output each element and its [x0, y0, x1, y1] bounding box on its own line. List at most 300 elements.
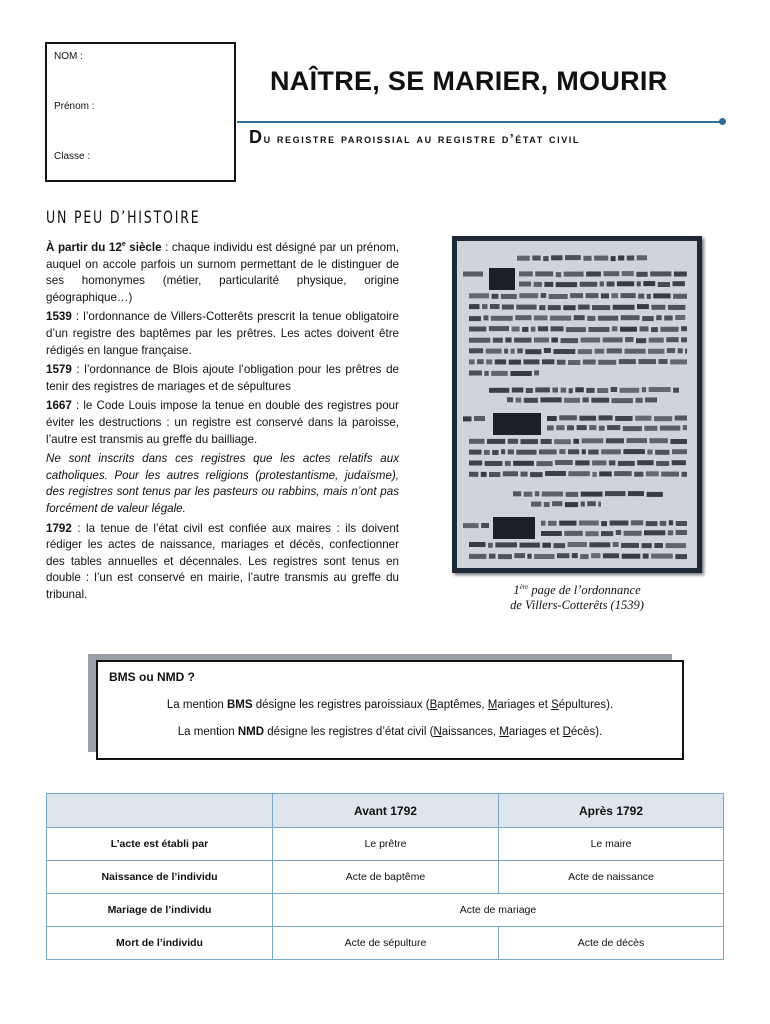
- row-header-cell: L’acte est établi par: [47, 828, 273, 861]
- scan-text-stroke: [523, 359, 539, 364]
- scan-text-stroke: [490, 304, 500, 309]
- scan-text-stroke: [568, 542, 587, 547]
- scan-text-stroke: [543, 256, 548, 261]
- scan-text-stroke: [622, 271, 634, 276]
- scan-text-stroke: [647, 492, 663, 497]
- scan-text-stroke: [624, 531, 642, 536]
- scan-text-stroke: [628, 491, 644, 496]
- scan-text-stroke: [606, 438, 624, 443]
- scan-text-stroke: [517, 348, 523, 353]
- scan-text-stroke: [556, 425, 564, 430]
- history-paragraph: 1579 : l’ordonnance de Blois ajoute l’obligation pour les prêtres de tenir des registres de mariages et de sépultures: [46, 363, 399, 393]
- scan-text-stroke: [655, 450, 669, 455]
- scan-text-stroke: [607, 425, 620, 430]
- scan-text-stroke: [586, 293, 599, 298]
- scan-text-stroke: [565, 502, 578, 507]
- scan-text-stroke: [640, 326, 649, 331]
- scan-initial-letter: [493, 413, 541, 435]
- scan-text-stroke: [616, 530, 621, 535]
- scan-text-stroke: [557, 553, 569, 558]
- table-header-cell: [47, 794, 273, 828]
- scan-text-stroke: [607, 282, 615, 287]
- scan-text-stroke: [603, 337, 623, 342]
- scan-text-stroke: [492, 450, 498, 455]
- scan-text-stroke: [541, 439, 552, 444]
- scan-text-stroke: [651, 554, 673, 559]
- scan-text-stroke: [611, 387, 617, 392]
- title-divider: [237, 121, 722, 123]
- classe-label: Classe :: [54, 151, 91, 162]
- scan-text-stroke: [469, 542, 486, 547]
- scan-text-stroke: [591, 398, 609, 403]
- scan-text-stroke: [469, 472, 478, 477]
- scan-text-stroke: [664, 316, 673, 321]
- scan-text-stroke: [683, 425, 687, 430]
- scan-text-stroke: [647, 294, 651, 299]
- scan-text-stroke: [512, 327, 520, 332]
- scan-text-stroke: [520, 543, 540, 548]
- scan-text-stroke: [512, 388, 524, 393]
- scan-text-stroke: [666, 543, 687, 548]
- table-header-cell: Avant 1792: [273, 794, 499, 828]
- scan-text-stroke: [570, 293, 583, 298]
- scan-text-stroke: [666, 337, 678, 342]
- scan-text-stroke: [649, 387, 671, 392]
- scan-text-stroke: [481, 523, 489, 528]
- scan-text-stroke: [474, 416, 485, 421]
- scan-text-stroke: [670, 439, 687, 444]
- scan-text-stroke: [492, 294, 499, 299]
- nom-label: NOM :: [54, 51, 83, 62]
- scan-text-stroke: [524, 492, 533, 497]
- scan-text-stroke: [621, 315, 640, 320]
- history-paragraph: 1539 : l’ordonnance de Villers-Cotterêts prescrit la tenue obligatoire d’un registre des baptêmes par les prêtres. Les actes doivent être rédigés en langue française.: [46, 310, 399, 357]
- scan-text-stroke: [469, 338, 490, 343]
- table-cell-merged: Acte de mariage: [273, 894, 724, 927]
- scan-text-stroke: [527, 554, 531, 559]
- scan-text-stroke: [469, 304, 480, 309]
- scan-text-stroke: [598, 316, 618, 321]
- scan-text-stroke: [559, 521, 576, 526]
- scan-text-stroke: [484, 315, 489, 320]
- scan-text-stroke: [508, 449, 514, 454]
- scan-text-stroke: [637, 255, 647, 260]
- scan-text-stroke: [551, 255, 562, 260]
- page-subtitle: Du registre paroissial au registre d’état civil: [249, 127, 581, 147]
- scan-text-stroke: [586, 272, 601, 277]
- scan-text-stroke: [545, 471, 566, 476]
- scan-text-stroke: [498, 554, 512, 559]
- scan-text-stroke: [484, 450, 490, 455]
- scan-text-stroke: [654, 543, 663, 548]
- scan-text-stroke: [550, 316, 571, 321]
- scan-text-stroke: [583, 360, 596, 365]
- scan-text-stroke: [491, 316, 513, 321]
- scan-text-stroke: [642, 543, 652, 548]
- scan-text-stroke: [564, 398, 580, 403]
- scan-text-stroke: [551, 338, 558, 343]
- scan-text-stroke: [547, 416, 557, 421]
- scan-text-stroke: [589, 542, 610, 547]
- scan-text-stroke: [644, 530, 665, 535]
- scan-text-stroke: [618, 256, 624, 261]
- scan-initial-letter: [489, 268, 515, 290]
- scan-text-stroke: [575, 460, 589, 465]
- scan-text-stroke: [583, 397, 589, 402]
- scan-text-stroke: [534, 338, 549, 343]
- scan-text-stroke: [554, 439, 571, 444]
- scan-text-stroke: [469, 293, 489, 298]
- scan-text-stroke: [648, 349, 664, 354]
- scan-text-stroke: [525, 349, 541, 354]
- scan-text-stroke: [674, 272, 687, 277]
- scan-text-stroke: [656, 315, 662, 320]
- scan-text-stroke: [582, 438, 604, 443]
- scan-text-stroke: [642, 387, 646, 392]
- scan-text-stroke: [469, 316, 481, 321]
- table-cell: Acte de baptême: [273, 861, 499, 894]
- scan-initial-letter: [493, 517, 535, 539]
- scan-text-stroke: [659, 359, 668, 364]
- scan-text-stroke: [611, 256, 616, 261]
- bms-line: La mention BMS désigne les registres paroissiaux (Baptêmes, Mariages et Sépultures).: [166, 699, 614, 711]
- scan-text-stroke: [587, 316, 595, 321]
- scan-text-stroke: [620, 388, 640, 393]
- scan-text-stroke: [469, 439, 485, 444]
- scan-text-stroke: [578, 349, 592, 354]
- scan-text-stroke: [534, 370, 539, 375]
- scan-text-stroke: [568, 360, 580, 365]
- scan-text-stroke: [619, 359, 636, 364]
- scan-text-stroke: [650, 271, 671, 276]
- scan-text-stroke: [508, 439, 518, 444]
- scan-text-stroke: [559, 415, 577, 420]
- scan-text-stroke: [514, 553, 525, 558]
- scan-text-stroke: [617, 281, 634, 286]
- scan-text-stroke: [673, 294, 687, 299]
- scan-text-stroke: [592, 460, 606, 465]
- scan-text-stroke: [566, 327, 586, 332]
- divider-dot: [719, 118, 726, 125]
- scan-text-stroke: [535, 387, 550, 392]
- table-cell: Le maire: [499, 828, 724, 861]
- scan-text-stroke: [532, 256, 540, 261]
- scan-text-stroke: [504, 349, 508, 354]
- scan-text-stroke: [534, 315, 548, 320]
- scan-text-stroke: [675, 554, 687, 559]
- scan-text-stroke: [635, 416, 651, 421]
- scan-text-stroke: [647, 450, 652, 455]
- scan-text-stroke: [605, 491, 626, 496]
- scan-text-stroke: [601, 521, 607, 526]
- scan-text-stroke: [516, 398, 522, 403]
- scan-text-stroke: [672, 449, 687, 454]
- scan-text-stroke: [535, 491, 540, 496]
- table-cell: Acte de naissance: [499, 861, 724, 894]
- scan-text-stroke: [646, 471, 659, 476]
- scan-text-stroke: [595, 349, 605, 354]
- scan-text-stroke: [587, 501, 596, 506]
- scan-text-stroke: [516, 305, 536, 310]
- scan-text-stroke: [463, 523, 479, 528]
- scan-text-stroke: [668, 305, 686, 310]
- scan-text-stroke: [661, 472, 679, 477]
- scan-text-stroke: [578, 305, 590, 310]
- scan-text-stroke: [561, 388, 567, 393]
- scan-text-stroke: [673, 281, 685, 286]
- scan-text-stroke: [547, 425, 554, 430]
- scan-text-stroke: [463, 272, 483, 277]
- history-note: Ne sont inscrits dans ces registres que les actes relatifs aux catholiques. Pour les autres religions (protestantisme, judaïsme), des registres sont tenus par les pasteurs ou rabbins, mais n’ont pas forcément de valeur légale.: [46, 452, 399, 515]
- scan-text-stroke: [592, 472, 596, 477]
- scan-text-stroke: [519, 271, 533, 276]
- scan-text-stroke: [613, 305, 635, 310]
- scan-text-stroke: [660, 521, 667, 526]
- scan-text-stroke: [516, 450, 536, 455]
- scan-text-stroke: [539, 305, 545, 310]
- scan-text-stroke: [612, 398, 633, 403]
- scan-text-stroke: [565, 255, 581, 260]
- scan-text-stroke: [493, 338, 503, 343]
- scan-text-stroke: [531, 327, 536, 332]
- scan-text-stroke: [505, 338, 511, 343]
- scan-text-stroke: [511, 349, 515, 354]
- scan-text-stroke: [491, 371, 508, 376]
- history-paragraph: À partir du 12e siècle : chaque individu est désigné par un prénom, auquel on accole parfois un surnom permettant de le distinguer de ses homonymes (métier, particularité physique, origine géographique…): [46, 241, 399, 304]
- scan-text-stroke: [469, 450, 482, 455]
- scan-text-stroke: [488, 543, 493, 548]
- scan-text-stroke: [658, 282, 670, 287]
- scan-text-stroke: [526, 388, 533, 393]
- scan-text-stroke: [463, 416, 472, 421]
- table-row: [47, 861, 724, 894]
- scan-text-stroke: [625, 337, 633, 342]
- scan-text-stroke: [660, 327, 678, 332]
- scan-text-stroke: [656, 461, 669, 466]
- scan-text-stroke: [636, 272, 647, 277]
- scan-text-stroke: [583, 256, 591, 261]
- scan-text-stroke: [568, 471, 590, 476]
- page-title: NAÎTRE, SE MARIER, MOURIR: [270, 66, 668, 96]
- scan-text-stroke: [646, 521, 658, 526]
- scan-text-stroke: [670, 359, 687, 364]
- scan-text-stroke: [675, 416, 687, 421]
- scan-text-stroke: [536, 461, 552, 466]
- scan-text-stroke: [553, 543, 565, 548]
- scan-text-stroke: [569, 388, 573, 393]
- scan-text-stroke: [681, 337, 687, 342]
- scan-text-stroke: [566, 492, 579, 497]
- scan-text-stroke: [637, 281, 641, 286]
- scan-text-stroke: [564, 272, 584, 277]
- scan-text-stroke: [575, 387, 584, 392]
- scan-text-stroke: [607, 348, 622, 353]
- scan-text-stroke: [469, 359, 475, 364]
- scan-text-stroke: [676, 530, 687, 535]
- table-header-row: [47, 794, 724, 828]
- scan-text-stroke: [598, 360, 616, 365]
- scan-text-stroke: [564, 531, 583, 536]
- scan-text-stroke: [651, 327, 658, 332]
- ordinance-scan-image: [452, 236, 702, 573]
- scan-text-stroke: [517, 256, 530, 261]
- scan-text-stroke: [522, 327, 528, 332]
- scan-text-stroke: [669, 520, 673, 525]
- scan-text-stroke: [592, 305, 610, 310]
- scan-text-stroke: [567, 425, 574, 430]
- scan-text-stroke: [503, 471, 518, 476]
- table-row: [47, 894, 724, 927]
- scan-text-stroke: [581, 502, 585, 507]
- scan-text-stroke: [552, 501, 562, 506]
- scan-text-stroke: [600, 281, 604, 286]
- row-header-cell: Naissance de l’individu: [47, 861, 273, 894]
- bms-heading: BMS ou NMD ?: [109, 670, 195, 684]
- scan-text-stroke: [672, 460, 686, 465]
- scan-text-stroke: [637, 460, 653, 465]
- scan-text-stroke: [530, 472, 543, 477]
- scan-text-stroke: [534, 554, 554, 559]
- scan-text-stroke: [597, 388, 608, 393]
- scan-text-stroke: [601, 449, 621, 454]
- scan-text-stroke: [521, 439, 539, 444]
- scan-text-stroke: [521, 472, 528, 477]
- scan-text-stroke: [638, 294, 644, 299]
- scan-text-stroke: [667, 348, 675, 353]
- scan-text-stroke: [489, 472, 500, 477]
- scan-text-stroke: [643, 281, 655, 286]
- scan-text-stroke: [599, 415, 613, 420]
- scan-text-stroke: [580, 554, 588, 559]
- scan-text-stroke: [552, 388, 558, 393]
- scan-text-stroke: [469, 348, 483, 353]
- scan-text-stroke: [615, 416, 633, 421]
- scan-text-stroke: [591, 553, 600, 558]
- scan-text-stroke: [649, 338, 664, 343]
- scan-text-stroke: [469, 327, 486, 332]
- scan-text-stroke: [636, 338, 646, 343]
- scan-text-stroke: [544, 502, 550, 507]
- scan-text-stroke: [612, 293, 619, 298]
- scan-text-stroke: [519, 282, 531, 287]
- scan-text-stroke: [653, 293, 670, 298]
- scan-text-stroke: [581, 492, 603, 497]
- scan-text-stroke: [594, 256, 608, 261]
- table-row: [47, 828, 724, 861]
- scan-text-stroke: [556, 272, 561, 277]
- scan-text-stroke: [612, 326, 618, 331]
- scan-text-stroke: [627, 438, 648, 443]
- scan-text-stroke: [541, 293, 547, 298]
- scan-text-stroke: [668, 530, 673, 535]
- row-header-cell: Mort de l’individu: [47, 927, 273, 960]
- scan-text-stroke: [563, 305, 575, 310]
- scan-text-stroke: [604, 271, 620, 276]
- scan-text-stroke: [627, 256, 634, 261]
- scan-text-stroke: [486, 359, 492, 364]
- scan-text-stroke: [623, 449, 645, 454]
- scan-text-stroke: [495, 359, 506, 364]
- scan-text-stroke: [538, 326, 548, 331]
- nmd-line: La mention NMD désigne les registres d’état civil (Naissances, Mariages et Décès).: [177, 726, 603, 738]
- scan-text-stroke: [603, 553, 619, 558]
- scan-text-stroke: [623, 426, 642, 431]
- scan-text-stroke: [549, 294, 568, 299]
- scan-text-stroke: [542, 359, 554, 364]
- scan-text-stroke: [642, 316, 654, 321]
- scan-text-stroke: [531, 502, 541, 507]
- scan-text-stroke: [681, 326, 687, 331]
- scan-text-stroke: [636, 398, 643, 403]
- scan-text-stroke: [625, 349, 646, 354]
- scan-text-stroke: [487, 439, 505, 444]
- scan-text-stroke: [535, 271, 553, 276]
- scan-text-stroke: [651, 305, 665, 310]
- scan-text-stroke: [519, 293, 538, 298]
- history-paragraph: 1667 : le Code Louis impose la tenue en double des registres pour éviter les destructions : un registre est conservé dans la paroisse, l’autre est transmis au greffe du bailliage.: [46, 399, 399, 446]
- scan-text-stroke: [588, 327, 609, 332]
- history-paragraph: 1792 : la tenue de l’état civil est confiée aux maires : ils doivent rédiger les actes de naissance, mariages et décès, confectionner des tables annuelles et décennales. Les registres sont tenus en double : l’un est conservé en mairie, l’autre transmis au greffe du tribunal.: [46, 521, 399, 601]
- scan-text-stroke: [676, 521, 687, 526]
- scan-text-stroke: [548, 521, 557, 526]
- scan-text-stroke: [524, 398, 538, 403]
- scan-text-stroke: [579, 416, 596, 421]
- scan-text-stroke: [539, 449, 557, 454]
- scan-text-stroke: [541, 521, 546, 526]
- scan-text-stroke: [489, 388, 509, 393]
- scan-text-stroke: [484, 371, 488, 376]
- scan-text-stroke: [643, 554, 649, 559]
- scan-text-stroke: [631, 520, 643, 525]
- scan-text-stroke: [620, 327, 637, 332]
- scan-text-stroke: [585, 531, 598, 536]
- scan-text-stroke: [609, 460, 616, 465]
- scan-text-stroke: [482, 304, 488, 309]
- scan-text-stroke: [561, 338, 579, 343]
- scan-text-stroke: [638, 359, 656, 364]
- scan-text-stroke: [589, 425, 596, 430]
- scan-text-stroke: [682, 472, 688, 477]
- section-title: UN PEU D’HISTOIRE: [46, 208, 201, 228]
- row-header-cell: Mariage de l’individu: [47, 894, 273, 927]
- scan-text-stroke: [586, 388, 594, 393]
- scan-text-stroke: [513, 491, 521, 496]
- scan-text-stroke: [599, 426, 605, 431]
- scan-text-stroke: [568, 449, 579, 454]
- scan-text-stroke: [574, 315, 585, 320]
- scan-text-stroke: [477, 359, 484, 364]
- scan-text-stroke: [614, 471, 632, 476]
- scan-text-stroke: [685, 349, 687, 354]
- scan-text-stroke: [469, 371, 482, 376]
- scan-text-stroke: [514, 338, 531, 343]
- scan-text-stroke: [582, 449, 586, 454]
- scan-text-stroke: [555, 460, 573, 465]
- scan-text-stroke: [553, 349, 575, 354]
- scan-text-stroke: [598, 502, 601, 507]
- comparison-table: [46, 793, 724, 960]
- scan-text-stroke: [469, 461, 482, 466]
- scan-text-stroke: [580, 282, 598, 287]
- scan-text-stroke: [675, 315, 685, 320]
- scan-text-stroke: [622, 554, 641, 559]
- scan-text-stroke: [559, 449, 565, 454]
- scan-text-stroke: [515, 315, 531, 320]
- scan-text-stroke: [548, 305, 561, 310]
- scan-text-stroke: [621, 543, 639, 548]
- student-id-box: [45, 42, 236, 182]
- scan-text-stroke: [542, 492, 563, 497]
